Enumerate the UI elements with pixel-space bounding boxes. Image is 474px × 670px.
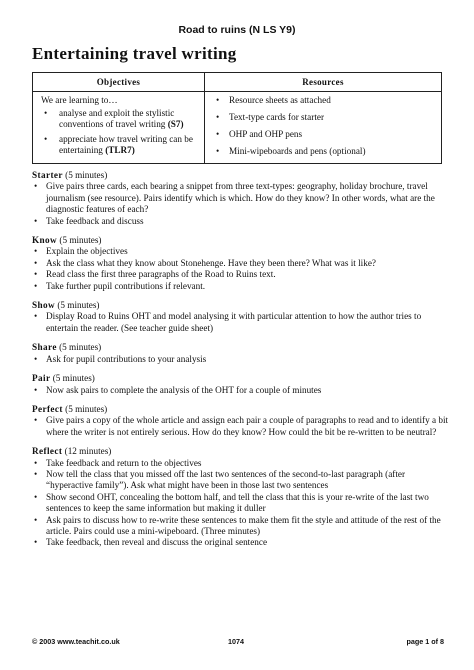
bullet-icon: • [34, 415, 38, 426]
bullet-icon: • [216, 146, 220, 156]
section-item-text: Take feedback and return to the objectives [46, 457, 202, 468]
section-duration: (5 minutes) [62, 403, 108, 414]
section-item [32, 415, 452, 438]
resource-text: Mini-wipeboards and pens (optional) [229, 146, 366, 156]
footer-doc-number: 1074 [228, 637, 244, 646]
objective-reference: (S7) [167, 119, 184, 129]
section-item [32, 216, 452, 227]
section-title: Starter [32, 170, 63, 180]
resource-item [213, 146, 433, 157]
section-title: Reflect [32, 446, 63, 457]
bullet-icon: • [34, 280, 38, 291]
lesson-section [32, 342, 452, 365]
objective-reference: (TLR7) [105, 145, 135, 155]
section-items [32, 246, 452, 292]
section-item [32, 269, 452, 280]
section-title: Show [32, 300, 56, 311]
lesson-section [32, 404, 452, 438]
section-item-text: Ask for pupil contributions to your analysis [46, 353, 207, 364]
section-heading [32, 170, 452, 181]
lesson-section [32, 300, 452, 334]
section-item [32, 311, 452, 334]
bullet-icon: • [216, 112, 220, 122]
bullet-icon: • [34, 537, 38, 548]
section-title: Share [32, 342, 57, 353]
section-title: Know [32, 235, 58, 246]
resources-column [205, 73, 441, 163]
bullet-icon: • [34, 215, 38, 226]
section-items [32, 311, 452, 334]
section-items [32, 458, 452, 549]
objectives-intro: We are learning to… [41, 95, 118, 105]
bullet-icon: • [34, 269, 38, 280]
lesson-section [32, 373, 452, 396]
section-title: Pair [32, 373, 51, 384]
section-duration: (5 minutes) [62, 170, 108, 180]
section-item-text: Give pairs a copy of the whole article and assign each pair a couple of paragraphs to read and to identify a bit where the writer is not entirely serious. How do they know? How could the bit be re-written to be neutral? [46, 415, 449, 437]
bullet-icon: • [216, 129, 220, 139]
bullet-icon: • [216, 95, 220, 105]
section-item [32, 469, 452, 492]
section-item-text: Ask the class what they know about Stonehenge. Have they been there? What was it like? [46, 257, 376, 268]
section-title: Perfect [32, 403, 63, 414]
running-title: Road to ruins (N LS Y9) [178, 24, 296, 36]
objectives-header: Objectives [33, 73, 204, 92]
section-heading [32, 342, 452, 353]
section-heading [32, 373, 452, 384]
bullet-icon: • [34, 468, 38, 479]
bullet-icon: • [34, 246, 38, 257]
bullet-icon: • [44, 108, 48, 118]
lesson-sections [32, 170, 452, 557]
resources-header: Resources [205, 73, 441, 92]
section-duration: (5 minutes) [50, 373, 95, 384]
section-item [32, 246, 452, 257]
bullet-icon: • [34, 491, 38, 502]
section-heading [32, 446, 452, 457]
page-title: Entertaining travel writing [32, 44, 237, 63]
section-item [32, 258, 452, 269]
bullet-icon: • [34, 257, 38, 268]
objectives-resources-table [32, 72, 442, 164]
section-heading [32, 300, 452, 311]
section-item [32, 537, 452, 548]
lesson-section [32, 170, 452, 227]
section-item [32, 458, 452, 469]
section-duration: (5 minutes) [55, 300, 100, 311]
section-items [32, 415, 452, 438]
footer-copyright: © 2003 www.teachit.co.uk [32, 637, 120, 646]
bullet-icon: • [34, 311, 38, 322]
section-heading [32, 235, 452, 246]
section-item-text: Show second OHT, concealing the bottom half, and tell the class that this is your re-write of the last two sentences to keep the same information but making it duller [46, 491, 429, 514]
section-items [32, 181, 452, 227]
objectives-column [33, 73, 205, 163]
section-item-text: Take feedback, then reveal and discuss the original sentence [46, 537, 268, 548]
section-item [32, 354, 452, 365]
section-items [32, 385, 452, 396]
section-item-text: Now tell the class that you missed off the last two sentences of the second-to-last paragraph (after “hyperactive family”). Ask what might have been in those last two sentences [46, 468, 406, 491]
objective-text: analyse and exploit the stylistic conventions of travel writing [59, 108, 175, 129]
resource-item [213, 112, 433, 123]
resource-item [213, 95, 433, 106]
section-item-text: Ask pairs to discuss how to re-write these sentences to make them fit the style and attitude of the rest of the article. Pairs could use a mini-wipeboard. (Three minutes) [46, 514, 441, 536]
section-duration: (5 minutes) [56, 342, 102, 353]
section-duration: (12 minutes) [62, 446, 112, 457]
resources-list [213, 95, 433, 157]
section-item [32, 281, 452, 292]
footer-page-number: page 1 of 8 [406, 637, 444, 646]
section-item [32, 492, 452, 515]
section-item-text: Now ask pairs to complete the analysis of the OHT for a couple of minutes [46, 384, 322, 395]
bullet-icon: • [44, 134, 48, 144]
section-item-text: Take further pupil contributions if relevant. [46, 280, 206, 291]
resource-text: Text-type cards for starter [229, 112, 325, 122]
objective-item [41, 134, 196, 156]
bullet-icon: • [34, 514, 38, 525]
resource-text: Resource sheets as attached [229, 95, 331, 105]
bullet-icon: • [34, 384, 38, 395]
objective-text: appreciate how travel writing can be entertaining [59, 134, 193, 155]
bullet-icon: • [34, 181, 38, 192]
bullet-icon: • [34, 353, 38, 364]
section-items [32, 354, 452, 365]
section-item-text: Explain the objectives [46, 246, 128, 257]
lesson-section [32, 446, 452, 549]
section-duration: (5 minutes) [57, 235, 102, 246]
section-heading [32, 404, 452, 415]
section-item-text: Give pairs three cards, each bearing a snippet from three text-types: geography, holiday brochure, travel journalism (see resource). Pairs identify which is which. How do they know? In other words, what are the diagnostic features of each? [46, 181, 435, 215]
section-item-text: Display Road to Ruins OHT and model analysing it with particular attention to how the author tries to entertain the reader. (See teacher guide sheet) [46, 311, 422, 333]
objective-item [41, 108, 196, 130]
section-item [32, 515, 452, 538]
section-item [32, 385, 452, 396]
objectives-list [41, 108, 196, 156]
section-item-text: Read class the first three paragraphs of the Road to Ruins text. [46, 269, 276, 280]
section-item [32, 181, 452, 215]
resource-text: OHP and OHP pens [229, 129, 303, 139]
lesson-section [32, 235, 452, 292]
section-item-text: Take feedback and discuss [46, 215, 144, 226]
bullet-icon: • [34, 457, 38, 468]
resource-item [213, 129, 433, 140]
